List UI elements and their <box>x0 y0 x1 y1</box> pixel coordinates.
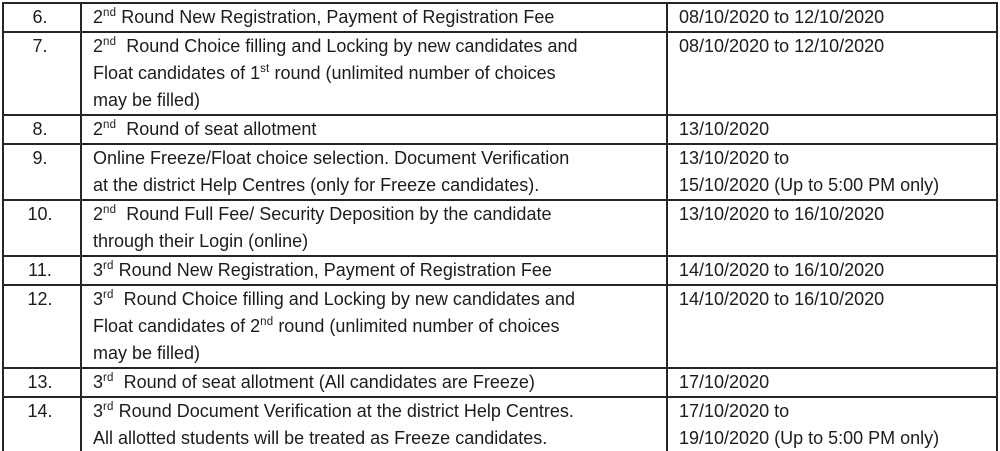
description-text: at the district Help Centres (only for Freeze candidates). <box>93 175 540 195</box>
date-text: 13/10/2020 to <box>679 148 790 168</box>
description-cell <box>81 3 667 32</box>
description-text: may be filled) <box>93 90 201 110</box>
date-text: 17/10/2020 to <box>679 401 790 421</box>
date-text: 14/10/2020 to 16/10/2020 <box>679 260 885 280</box>
description-text: 2 <box>93 7 104 27</box>
document-page <box>0 2 1000 451</box>
row-number-cell: 6. <box>3 3 81 32</box>
description-cell <box>81 256 667 285</box>
dates-cell <box>667 368 997 397</box>
dates-cell <box>667 144 997 200</box>
schedule-table <box>2 2 998 451</box>
date-text: 08/10/2020 to 12/10/2020 <box>679 36 885 56</box>
description-cell <box>81 368 667 397</box>
description-text: Round New Registration, Payment of Registration Fee <box>116 7 555 27</box>
date-text: 13/10/2020 <box>679 119 770 139</box>
table-row <box>3 285 997 368</box>
description-cell <box>81 115 667 144</box>
date-text: 17/10/2020 <box>679 372 770 392</box>
dates-cell <box>667 256 997 285</box>
description-text: round (unlimited number of choices <box>273 316 560 336</box>
description-text: Float candidates of 1 <box>93 63 261 83</box>
table-row <box>3 397 997 451</box>
table-row <box>3 32 997 115</box>
description-text: 3 <box>93 260 104 280</box>
superscript-ordinal: rd <box>103 401 114 413</box>
description-text: may be filled) <box>93 343 201 363</box>
superscript-ordinal: rd <box>103 260 114 272</box>
description-text: 2 <box>93 119 104 139</box>
row-number-cell: 14. <box>3 397 81 451</box>
description-text: All allotted students will be treated as Freeze candidates. <box>93 428 548 448</box>
superscript-ordinal: rd <box>103 289 114 301</box>
dates-cell <box>667 397 997 451</box>
description-text: Round Choice filling and Locking by new candidates and <box>113 289 575 309</box>
description-text: Round Choice filling and Locking by new candidates and <box>116 36 578 56</box>
dates-cell <box>667 115 997 144</box>
superscript-ordinal: nd <box>103 119 117 131</box>
superscript-ordinal: st <box>260 63 270 75</box>
date-text: 14/10/2020 to 16/10/2020 <box>679 289 885 309</box>
description-cell <box>81 285 667 368</box>
date-text: 13/10/2020 to 16/10/2020 <box>679 204 885 224</box>
date-text: 08/10/2020 to 12/10/2020 <box>679 7 885 27</box>
dates-cell <box>667 32 997 115</box>
description-text: 2 <box>93 204 104 224</box>
date-text: 19/10/2020 (Up to 5:00 PM only) <box>679 428 940 448</box>
description-text: Online Freeze/Float choice selection. Document Verification <box>93 148 570 168</box>
description-text: 3 <box>93 401 104 421</box>
superscript-ordinal: nd <box>260 316 274 328</box>
table-row <box>3 368 997 397</box>
dates-cell <box>667 3 997 32</box>
description-text: Float candidates of 2 <box>93 316 261 336</box>
description-cell <box>81 200 667 256</box>
table-row <box>3 256 997 285</box>
schedule-table-body <box>3 3 997 451</box>
superscript-ordinal: nd <box>103 36 117 48</box>
description-text: round (unlimited number of choices <box>269 63 556 83</box>
description-text: through their Login (online) <box>93 231 309 251</box>
dates-cell <box>667 285 997 368</box>
table-row <box>3 115 997 144</box>
superscript-ordinal: nd <box>103 204 117 216</box>
description-text: Round Document Verification at the district Help Centres. <box>113 401 574 421</box>
row-number-cell: 9. <box>3 144 81 200</box>
description-text: 3 <box>93 372 104 392</box>
description-cell <box>81 397 667 451</box>
row-number-cell: 11. <box>3 256 81 285</box>
description-text: 2 <box>93 36 104 56</box>
row-number-cell: 7. <box>3 32 81 115</box>
row-number-cell: 8. <box>3 115 81 144</box>
dates-cell <box>667 200 997 256</box>
row-number-cell: 13. <box>3 368 81 397</box>
date-text: 15/10/2020 (Up to 5:00 PM only) <box>679 175 940 195</box>
table-row <box>3 144 997 200</box>
table-row <box>3 200 997 256</box>
description-cell <box>81 32 667 115</box>
description-text: Round New Registration, Payment of Registration Fee <box>113 260 552 280</box>
table-row <box>3 3 997 32</box>
description-cell <box>81 144 667 200</box>
row-number-cell: 12. <box>3 285 81 368</box>
description-text: Round Full Fee/ Security Deposition by the candidate <box>116 204 552 224</box>
description-text: Round of seat allotment (All candidates are Freeze) <box>113 372 535 392</box>
superscript-ordinal: nd <box>103 7 117 19</box>
superscript-ordinal: rd <box>103 372 114 384</box>
row-number-cell: 10. <box>3 200 81 256</box>
description-text: Round of seat allotment <box>116 119 317 139</box>
description-text: 3 <box>93 289 104 309</box>
